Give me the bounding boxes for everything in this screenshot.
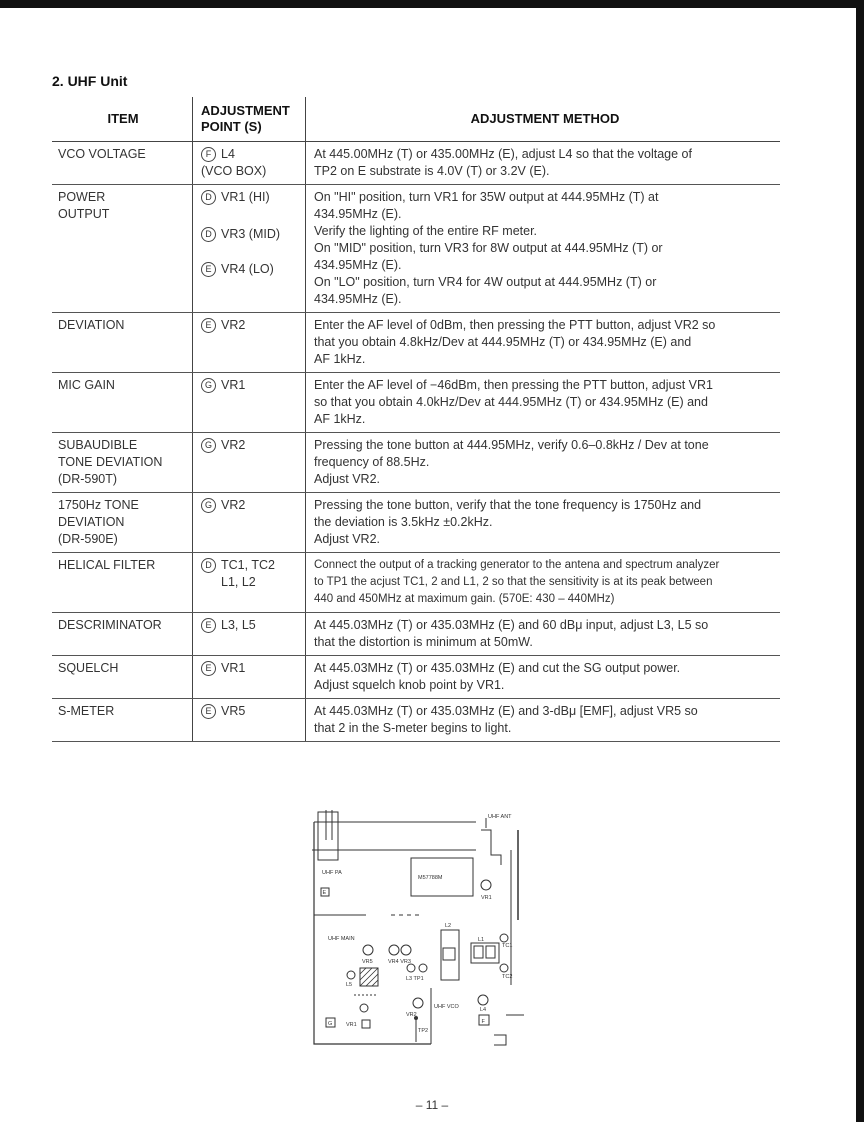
point-text: L4 xyxy=(221,147,235,161)
vr3-trimmer xyxy=(401,945,411,955)
item-text: TONE DEVIATION xyxy=(58,455,163,469)
label-l2: L2 xyxy=(445,923,452,929)
label-l1: L1 xyxy=(478,937,485,943)
table-header-row xyxy=(52,97,780,142)
row-method-cell xyxy=(306,373,781,433)
point-text: VR1 xyxy=(221,378,246,392)
item-text: DEVIATION xyxy=(58,515,125,529)
point-text: VR5 xyxy=(221,704,246,718)
label-vr1-bottom: VR1 xyxy=(346,1022,357,1028)
circled-letter-icon: E xyxy=(201,262,216,277)
circled-letter-icon: D xyxy=(201,190,216,205)
tc2-trimmer xyxy=(500,964,508,972)
method-line: At 445.03MHz (T) or 435.03MHz (E) and 60 dBμ input, adjust L3, L5 so xyxy=(314,618,709,632)
row-method-cell xyxy=(306,699,781,742)
l5-coil xyxy=(347,971,355,979)
header-adjustment-point xyxy=(193,97,306,142)
circled-letter-icon: E xyxy=(201,704,216,719)
adjustment-table xyxy=(52,97,780,742)
circled-letter-icon: D xyxy=(201,227,216,242)
row-method-cell xyxy=(306,313,781,373)
method-line: 434.95MHz (E). xyxy=(314,292,402,306)
label-l4: L4 xyxy=(480,1007,487,1013)
method-line: On "LO" position, turn VR4 for 4W output at 444.95MHz (T) or xyxy=(314,275,657,289)
row-method-cell xyxy=(306,613,781,656)
point-text: VR2 xyxy=(221,498,246,512)
label-box-g: G xyxy=(328,1021,333,1027)
method-line: On "HI" position, turn VR1 for 35W output at 444.95MHz (T) at xyxy=(314,190,659,204)
row-item-cell xyxy=(52,699,193,742)
label-tc2: TC2 xyxy=(502,974,513,980)
row-item-cell xyxy=(52,433,193,493)
row-point-cell xyxy=(193,185,306,313)
helical-l2-box xyxy=(441,930,459,980)
label-vr5: VR5 xyxy=(362,959,373,965)
point-entry xyxy=(201,163,301,180)
row-point-cell xyxy=(193,313,306,373)
point-entry xyxy=(201,703,301,720)
circled-letter-icon: G xyxy=(201,438,216,453)
row-point-cell xyxy=(193,613,306,656)
section-title: 2. UHF Unit xyxy=(52,73,128,89)
item-text: S-METER xyxy=(58,704,115,718)
scan-right-border xyxy=(856,0,864,1122)
row-method-cell xyxy=(306,553,781,613)
method-line: Adjust VR2. xyxy=(314,472,381,486)
item-text: 1750Hz TONE xyxy=(58,498,139,512)
pcb-layout-diagram xyxy=(306,810,546,1055)
circled-letter-icon: E xyxy=(201,318,216,333)
item-text: POWER xyxy=(58,190,106,204)
label-box-f: F xyxy=(481,1019,485,1025)
point-text: VR2 xyxy=(221,438,246,452)
method-line: AF 1kHz. xyxy=(314,352,366,366)
method-line: Pressing the tone button, verify that the tone frequency is 1750Hz and xyxy=(314,498,702,512)
row-method-cell xyxy=(306,493,781,553)
table-row xyxy=(52,493,780,553)
label-tc1: TC1 xyxy=(502,943,513,949)
item-text: SUBAUDIBLE xyxy=(58,438,138,452)
point-entry xyxy=(201,261,301,278)
item-text: SQUELCH xyxy=(58,661,119,675)
item-text: (DR-590E) xyxy=(58,532,118,546)
method-line: At 445.03MHz (T) or 435.03MHz (E) and 3-dBμ [EMF], adjust VR5 so xyxy=(314,704,698,718)
point-text: L3, L5 xyxy=(221,618,256,632)
method-line: 434.95MHz (E). xyxy=(314,207,402,221)
l4-coil xyxy=(478,995,488,1005)
label-vr1-top: VR1 xyxy=(481,895,492,901)
method-line: Enter the AF level of 0dBm, then pressing the PTT button, adjust VR2 so xyxy=(314,318,716,332)
vr5-trimmer xyxy=(363,945,373,955)
item-text: HELICAL FILTER xyxy=(58,558,156,572)
label-l5: L5 xyxy=(346,982,353,988)
label-vr4-vr3: VR4 VR3 xyxy=(388,959,411,965)
bracket xyxy=(494,1035,506,1045)
point-entry xyxy=(201,617,301,634)
table-row xyxy=(52,613,780,656)
item-text: MIC GAIN xyxy=(58,378,115,392)
point-entry xyxy=(201,377,301,394)
row-method-cell xyxy=(306,433,781,493)
label-uhf-pa: UHF PA xyxy=(322,870,342,876)
label-uhf-ant: UHF ANT xyxy=(488,814,512,820)
point-entry xyxy=(201,146,301,163)
header-point-line2: POINT (S) xyxy=(201,119,262,134)
point-text: VR1 xyxy=(221,661,246,675)
method-line: that you obtain 4.8kHz/Dev at 444.95MHz (T) or 434.95MHz (E) and xyxy=(314,335,692,349)
method-line: Connect the output of a tracking generator to the antena and spectrum analyzer xyxy=(314,559,720,571)
board-outline xyxy=(314,822,431,1044)
row-method-cell xyxy=(306,142,781,185)
row-item-cell xyxy=(52,493,193,553)
header-method: ADJUSTMENT METHOD xyxy=(306,97,781,142)
method-line: Verify the lighting of the entire RF meter. xyxy=(314,224,538,238)
circled-letter-icon: D xyxy=(201,558,216,573)
method-line: frequency of 88.5Hz. xyxy=(314,455,430,469)
header-item: ITEM xyxy=(52,97,193,142)
point-entry xyxy=(201,574,301,591)
l3-coil xyxy=(407,964,415,972)
point-entry xyxy=(201,437,301,454)
method-line: AF 1kHz. xyxy=(314,412,366,426)
method-line: Adjust squelch knob point by VR1. xyxy=(314,678,505,692)
circled-letter-icon: E xyxy=(201,618,216,633)
item-text: DESCRIMINATOR xyxy=(58,618,162,632)
vr1-bottom-trimmer xyxy=(360,1004,368,1012)
row-point-cell xyxy=(193,493,306,553)
method-line: Pressing the tone button at 444.95MHz, verify 0.6–0.8kHz / Dev at tone xyxy=(314,438,709,452)
method-line: At 445.00MHz (T) or 435.00MHz (E), adjust L4 so that the voltage of xyxy=(314,147,692,161)
pa-heatsink xyxy=(318,812,338,860)
row-item-cell xyxy=(52,185,193,313)
point-entry xyxy=(201,226,301,243)
row-item-cell xyxy=(52,553,193,613)
label-tp2: TP2 xyxy=(418,1028,429,1034)
tc1-trimmer xyxy=(500,934,508,942)
label-l3-tp1: L3 TP1 xyxy=(406,976,424,982)
helical-l2-coil xyxy=(443,948,455,960)
row-item-cell xyxy=(52,373,193,433)
method-line: that the distortion is minimum at 50mW. xyxy=(314,635,533,649)
point-entry xyxy=(201,557,301,574)
label-uhf-vco: UHF VCO xyxy=(434,1004,459,1010)
method-line: the deviation is 3.5kHz ±0.2kHz. xyxy=(314,515,493,529)
method-line: On "MID" position, turn VR3 for 8W output at 444.95MHz (T) or xyxy=(314,241,663,255)
row-point-cell xyxy=(193,142,306,185)
label-vr2: VR2 xyxy=(406,1012,417,1018)
point-entry xyxy=(201,317,301,334)
vr2-trimmer xyxy=(413,998,423,1008)
item-text: (DR-590T) xyxy=(58,472,118,486)
method-line: that 2 in the S-meter begins to light. xyxy=(314,721,512,735)
circled-letter-icon: G xyxy=(201,378,216,393)
method-line: 434.95MHz (E). xyxy=(314,258,402,272)
point-text: TC1, TC2 xyxy=(221,558,275,572)
method-line: Adjust VR2. xyxy=(314,532,381,546)
point-text: VR2 xyxy=(221,318,246,332)
table-row xyxy=(52,553,780,613)
item-text: DEVIATION xyxy=(58,318,125,332)
table-row xyxy=(52,433,780,493)
page-number: – 11 – xyxy=(415,1098,449,1112)
vr1-top-trimmer xyxy=(481,880,491,890)
point-text: VR4 (LO) xyxy=(221,262,274,276)
row-point-cell xyxy=(193,553,306,613)
point-entry xyxy=(201,189,301,206)
method-line: so that you obtain 4.0kHz/Dev at 444.95MHz (T) or 434.95MHz (E) and xyxy=(314,395,708,409)
point-text: VR1 (HI) xyxy=(221,190,270,204)
row-point-cell xyxy=(193,656,306,699)
point-text: L1, L2 xyxy=(221,575,256,589)
method-line: At 445.03MHz (T) or 435.03MHz (E) and cut the SG output power. xyxy=(314,661,681,675)
row-point-cell xyxy=(193,433,306,493)
label-chip: M57788M xyxy=(418,875,443,881)
table-row xyxy=(52,656,780,699)
row-point-cell xyxy=(193,373,306,433)
circled-letter-icon: G xyxy=(201,498,216,513)
helical-l1-coil xyxy=(486,946,495,958)
row-item-cell xyxy=(52,313,193,373)
item-text: OUTPUT xyxy=(58,207,110,221)
method-line: 440 and 450MHz at maximum gain. (570E: 430 – 440MHz) xyxy=(314,593,615,605)
method-line: to TP1 the acjust TC1, 2 and L1, 2 so that the sensitivity is at its peak between xyxy=(314,576,713,588)
point-text: VR3 (MID) xyxy=(221,227,281,241)
circled-letter-icon: E xyxy=(201,661,216,676)
small-component xyxy=(362,1020,370,1028)
vr4-trimmer xyxy=(389,945,399,955)
method-line: TP2 on E substrate is 4.0V (T) or 3.2V (E). xyxy=(314,164,550,178)
label-uhf-main: UHF MAIN xyxy=(328,936,355,942)
row-item-cell xyxy=(52,142,193,185)
point-entry xyxy=(201,660,301,677)
tp1-point xyxy=(419,964,427,972)
point-entry xyxy=(201,497,301,514)
helical-l1-coil xyxy=(474,946,483,958)
row-item-cell xyxy=(52,613,193,656)
circled-letter-icon: F xyxy=(201,147,216,162)
item-text: VCO VOLTAGE xyxy=(58,147,146,161)
method-line: Enter the AF level of −46dBm, then pressing the PTT button, adjust VR1 xyxy=(314,378,713,392)
header-point-line1: ADJUSTMENT xyxy=(201,103,290,118)
table-row xyxy=(52,142,780,185)
row-point-cell xyxy=(193,699,306,742)
ic-hatching xyxy=(360,968,378,986)
table-row xyxy=(52,373,780,433)
table-row xyxy=(52,699,780,742)
row-item-cell xyxy=(52,656,193,699)
table-row xyxy=(52,185,780,313)
point-text: (VCO BOX) xyxy=(201,164,267,178)
ant-connector xyxy=(481,830,501,865)
label-box-e: E xyxy=(322,890,327,896)
row-method-cell xyxy=(306,185,781,313)
table-row xyxy=(52,313,780,373)
row-method-cell xyxy=(306,656,781,699)
scan-top-border xyxy=(0,0,864,8)
